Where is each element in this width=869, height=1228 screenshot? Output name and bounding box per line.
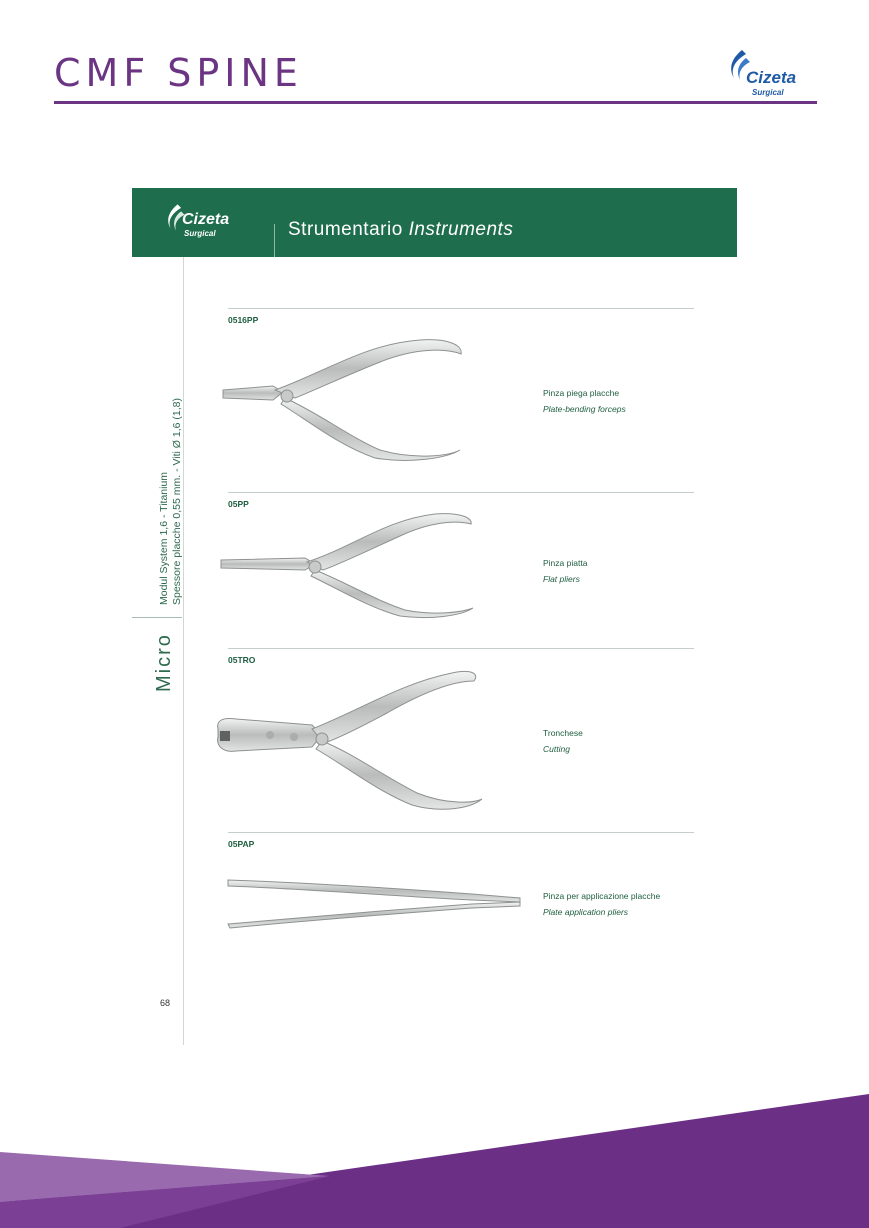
sidebar-section-label: Micro [153,633,175,692]
sidebar-line-2: Spessore placche 0,55 mm. - Viti Ø 1,6 (1,8) [171,398,183,605]
item-name-it: Pinza piega placche [543,388,620,398]
item-name-en: Flat pliers [543,574,580,584]
item-code: 0516PP [228,315,259,325]
item-name-it: Pinza piatta [543,558,588,568]
band-title-it: Strumentario [288,219,403,240]
band-logo-name: Cizeta [182,211,230,228]
logo-sub: Surgical [752,88,784,97]
plate-bending-forceps-icon [215,332,475,467]
section-header-band [132,188,737,257]
item-divider [228,832,694,833]
item-divider [228,648,694,649]
band-title-en: Instruments [408,219,514,240]
sidebar-system-label [158,275,184,605]
plate-application-pliers-icon [222,870,527,932]
logo-name: Cizeta [746,68,797,87]
sidebar-line-1: Modul System 1,6 - Titanium [158,471,170,605]
item-name-it: Pinza per applicazione placche [543,891,661,901]
item-name-en: Cutting [543,744,570,754]
item-code: 05PP [228,499,249,509]
page-title: CMF SPINE [54,51,303,95]
item-code: 05TRO [228,655,256,665]
item-divider [228,308,694,309]
item-code: 05PAP [228,839,255,849]
cutting-pliers-icon [212,665,487,813]
band-logo-sub: Surgical [184,229,216,238]
band-logo [162,202,252,242]
bottom-decoration [0,1090,869,1228]
item-name-en: Plate application pliers [543,907,629,917]
flat-pliers-icon [215,510,485,620]
item-divider [228,492,694,493]
band-title [288,219,513,241]
band-divider [274,224,275,257]
page-number: 68 [160,998,171,1008]
cizeta-logo [724,48,814,100]
title-rule [54,101,817,104]
item-name-it: Tronchese [543,728,583,738]
item-name-en: Plate-bending forceps [543,404,626,414]
